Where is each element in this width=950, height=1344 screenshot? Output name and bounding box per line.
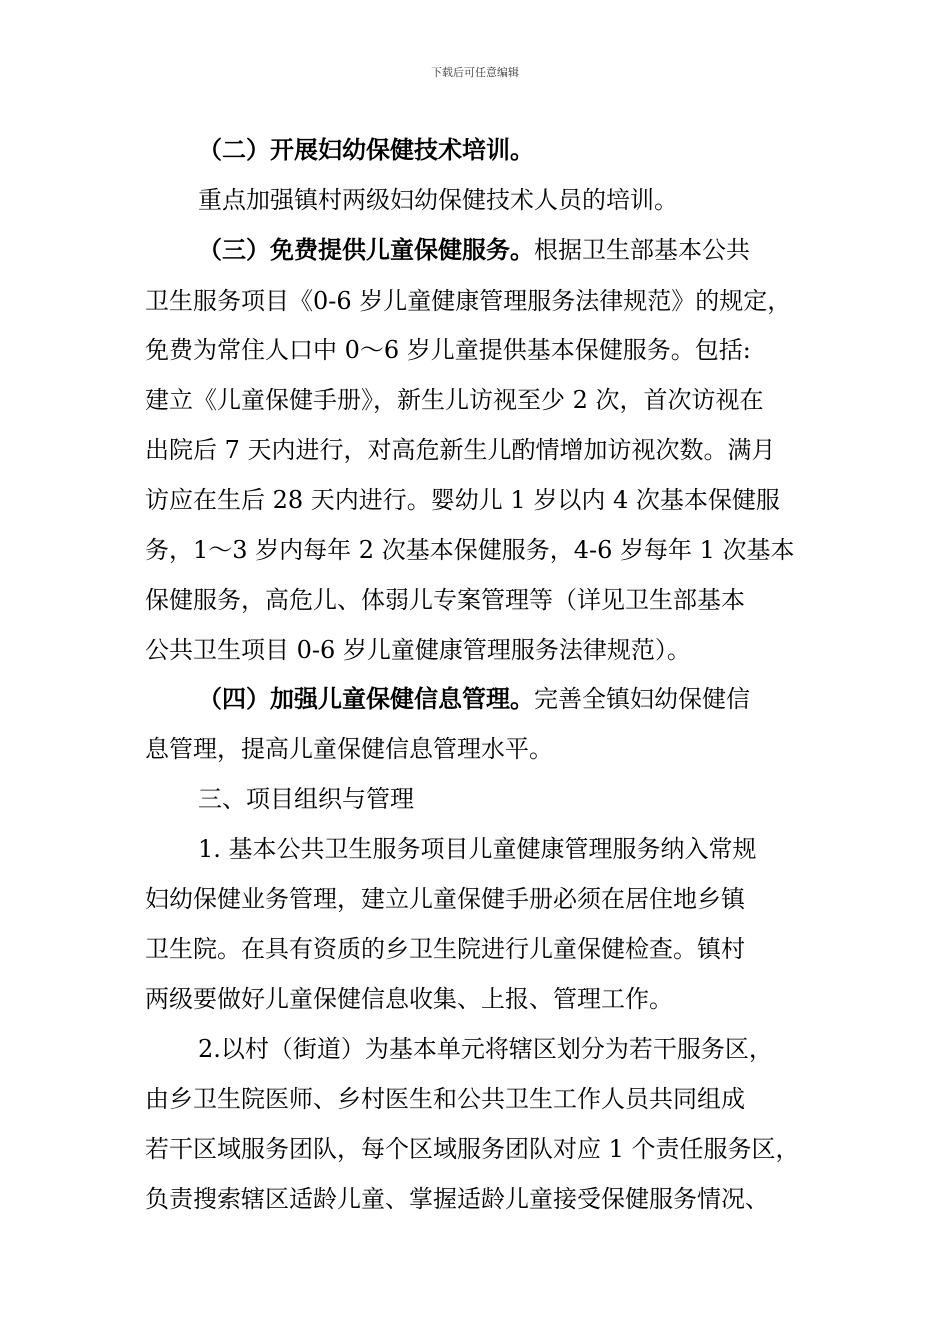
paragraph-line: 访应在生后 28 天内进行。婴幼儿 1 岁以内 4 次基本保健服 xyxy=(145,486,780,514)
heading-section-2: （二）开展妇幼保健技术培训。 xyxy=(198,136,534,164)
heading-section-3: （三）免费提供儿童保健服务。根据卫生部基本公共 xyxy=(198,236,750,264)
paragraph-line: 务，1～3 岁内每年 2 次基本保健服务，4-6 岁每年 1 次基本 xyxy=(145,536,795,564)
paragraph-line: 妇幼保健业务管理，建立儿童保健手册必须在居住地乡镇 xyxy=(145,885,745,913)
paragraph-line: 卫生服务项目《0-6 岁儿童健康管理服务法律规范》的规定， xyxy=(145,287,792,315)
paragraph-line: 建立《儿童保健手册》，新生儿访视至少 2 次，首次访视在 xyxy=(145,386,764,414)
paragraph-line: 负责搜索辖区适龄儿童、掌握适龄儿童接受保健服务情况、 xyxy=(145,1185,769,1213)
heading-section-4: （四）加强儿童保健信息管理。完善全镇妇幼保健信 xyxy=(198,685,750,713)
paragraph-line: 重点加强镇村两级妇幼保健技术人员的培训。 xyxy=(198,186,678,214)
paragraph-line: 卫生院。在具有资质的乡卫生院进行儿童保健检查。镇村 xyxy=(145,935,745,963)
paragraph-line: 由乡卫生院医师、乡村医生和公共卫生工作人员共同组成 xyxy=(145,1085,745,1113)
paragraph-line: 公共卫生项目 0-6 岁儿童健康管理服务法律规范）。 xyxy=(145,636,691,664)
paragraph-line: 2.以村（街道）为基本单元将辖区划分为若干服务区， xyxy=(198,1035,773,1063)
heading-part-3: 三、项目组织与管理 xyxy=(198,785,414,813)
paragraph-line: 出院后 7 天内进行，对高危新生儿酌情增加访视次数。满月 xyxy=(145,436,776,464)
paragraph-line: 1. 基本公共卫生服务项目儿童健康管理服务纳入常规 xyxy=(198,835,757,863)
paragraph-line: 免费为常住人口中 0～6 岁儿童提供基本保健服务。包括: xyxy=(145,336,751,364)
page-header-note: 下载后可任意编辑 xyxy=(431,66,519,79)
paragraph-line: 保健服务，高危儿、体弱儿专案管理等（详见卫生部基本 xyxy=(145,586,745,614)
paragraph-line: 息管理，提高儿童保健信息管理水平。 xyxy=(145,735,553,763)
paragraph-line: 两级要做好儿童保健信息收集、上报、管理工作。 xyxy=(145,985,673,1013)
paragraph-line: 若干区域服务团队，每个区域服务团队对应 1 个责任服务区， xyxy=(145,1135,800,1163)
